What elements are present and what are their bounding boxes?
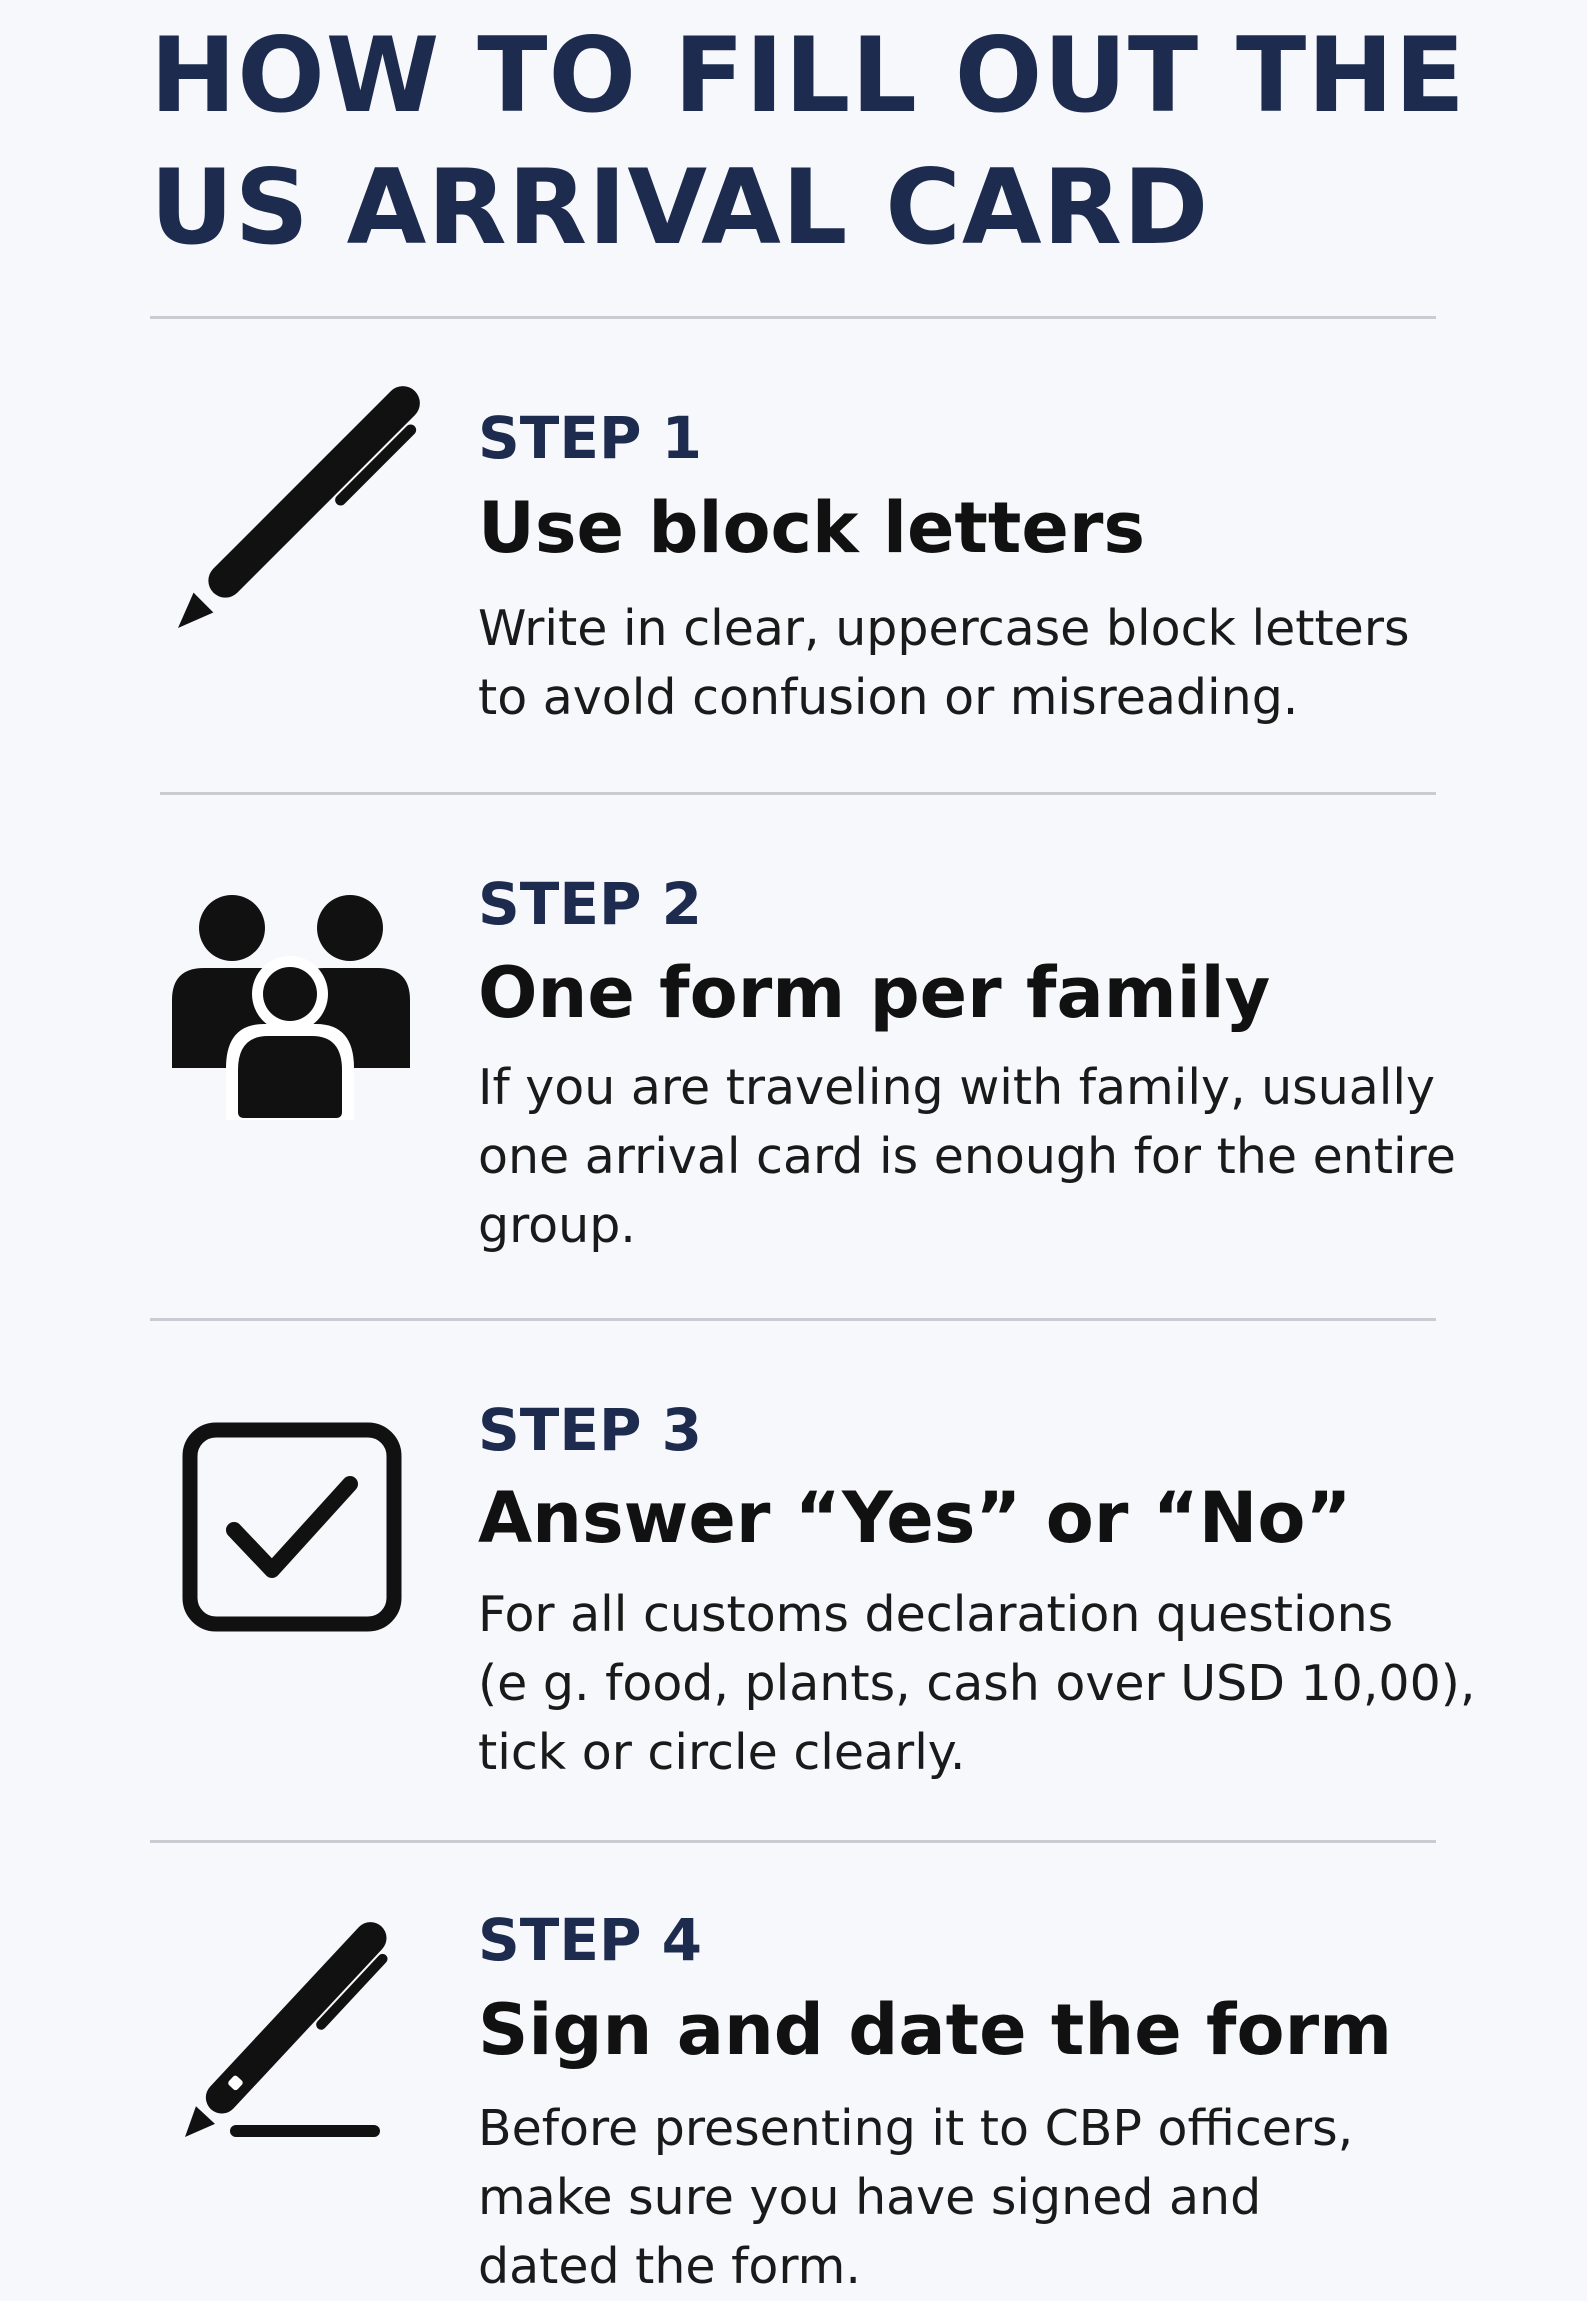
step-2-body-line: group.: [478, 1197, 636, 1254]
step-4-body-line: Before presenting it to CBP officers,: [478, 2100, 1354, 2157]
step-3-number: STEP 3: [478, 1396, 703, 1464]
divider-top: [150, 316, 1436, 319]
step-3-body-line: (e g. food, plants, cash over USD 10,00),: [478, 1655, 1476, 1712]
step-1-body: [478, 594, 1478, 732]
step-2-body-line: one arrival card is enough for the entire: [478, 1128, 1456, 1185]
pen-icon: [150, 390, 410, 650]
step-2-heading: One form per family: [478, 952, 1271, 1034]
checkbox-icon: [182, 1422, 402, 1632]
step-2-body-line: If you are traveling with family, usually: [478, 1059, 1436, 1116]
divider-1: [160, 792, 1436, 795]
step-4-body-line: dated the form.: [478, 2238, 861, 2295]
step-1-body-line: Write in clear, uppercase block letters: [478, 600, 1410, 657]
step-1-heading: Use block letters: [478, 487, 1146, 569]
page-title-line-1: HOW TO FILL OUT THE: [150, 16, 1466, 136]
step-3-body: [478, 1580, 1478, 1787]
step-3-heading: Answer “Yes” or “No”: [478, 1477, 1352, 1559]
step-4-heading: Sign and date the form: [478, 1989, 1393, 2071]
step-3-body-line: tick or circle clearly.: [478, 1724, 966, 1781]
page-title-line-2: US ARRIVAL CARD: [150, 148, 1210, 268]
step-1-body-line: to avold confusion or misreading.: [478, 669, 1299, 726]
family-icon: [168, 890, 418, 1120]
step-4-number: STEP 4: [478, 1906, 703, 1974]
step-4-body: [478, 2094, 1478, 2301]
signature-pen-icon: [175, 1915, 415, 2145]
divider-3: [150, 1840, 1436, 1843]
step-3-body-line: For all customs declaration questions: [478, 1586, 1394, 1643]
step-4-body-line: make sure you have signed and: [478, 2169, 1262, 2226]
step-2-body: [478, 1053, 1478, 1260]
step-2-number: STEP 2: [478, 870, 703, 938]
page-title: [150, 10, 1466, 274]
divider-2: [150, 1318, 1436, 1321]
step-1-number: STEP 1: [478, 404, 703, 472]
